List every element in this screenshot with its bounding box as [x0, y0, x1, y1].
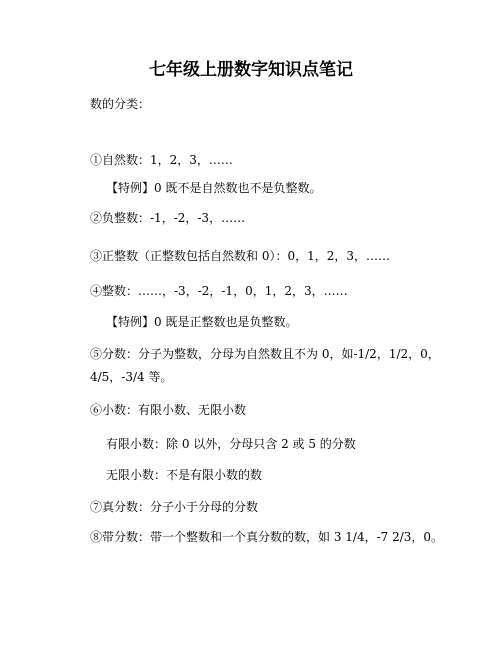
text-line: ②负整数：-1，-2，-3，……	[90, 211, 246, 225]
text-line: 无限小数：不是有限小数的数	[106, 468, 263, 482]
text-line: ⑤分数：分子为整数，分母为自然数且不为 0，如-1/2，1/2，0，	[90, 347, 440, 361]
text-line: ⑦真分数：分子小于分母的分数	[90, 500, 259, 514]
text-line: 有限小数：除 0 以外，分母只含 2 或 5 的分数	[106, 437, 356, 451]
text-line: 【特例】0 既是正整数也是负整数。	[106, 315, 298, 329]
text-line: 【特例】0 既不是自然数也不是负整数。	[106, 181, 322, 195]
text-line: ⑧带分数：带一个整数和一个真分数的数，如 3 1/4，-7 2/3，0。	[90, 530, 444, 544]
text-line: ③正整数（正整数包括自然数和 0）：0，1，2，3，……	[90, 249, 390, 263]
text-line: 4/5，-3/4 等。	[90, 370, 173, 384]
text-line: ④整数：……，-3，-2，-1，0，1，2，3，……	[90, 284, 348, 298]
section-heading: 数的分类：	[90, 97, 151, 111]
document-title: 七年级上册数字知识点笔记	[149, 60, 353, 80]
text-line: ①自然数：1，2，3，……	[90, 153, 233, 167]
text-line: ⑥小数：有限小数、无限小数	[90, 403, 247, 417]
